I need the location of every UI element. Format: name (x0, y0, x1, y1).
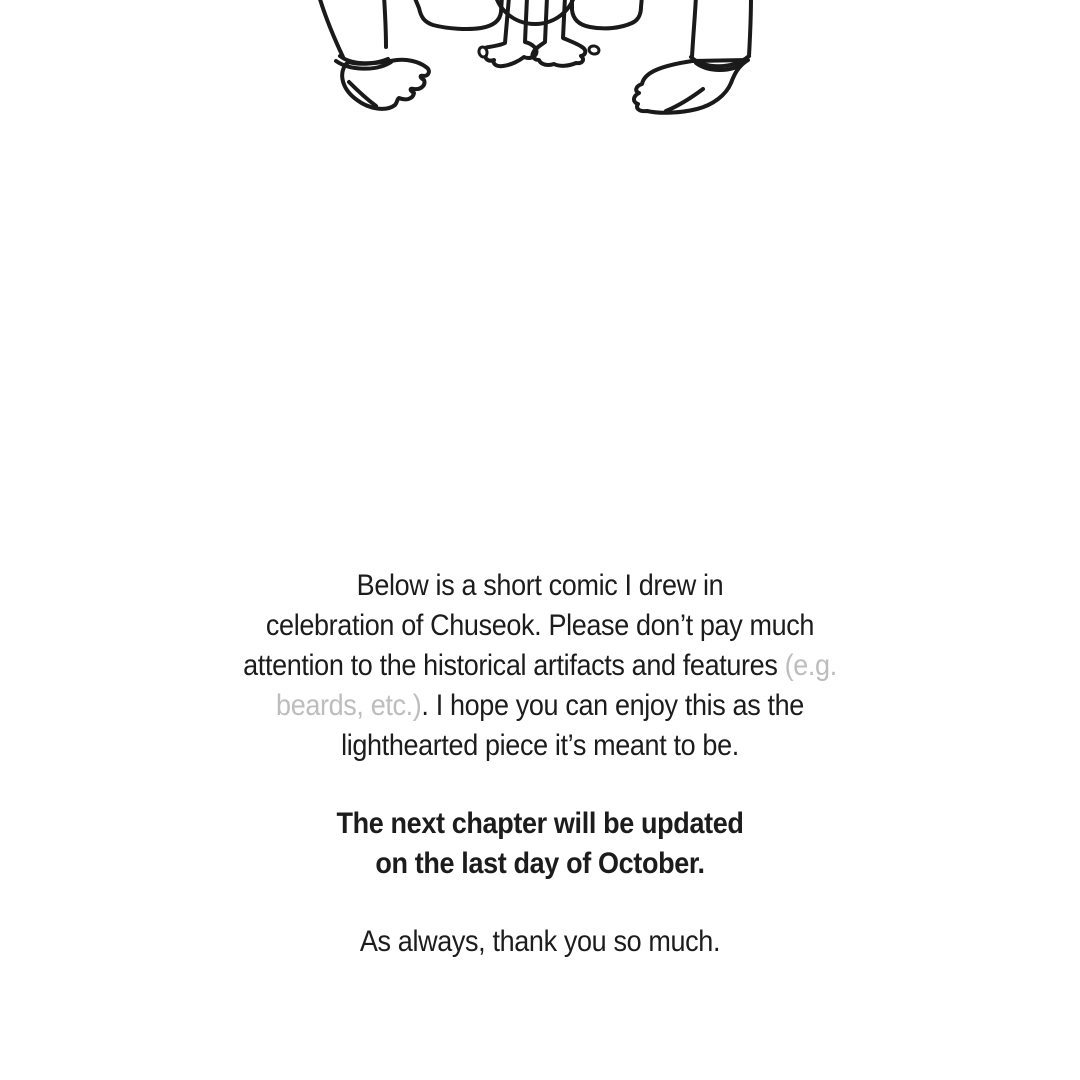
left-sleeve-inner-outline (384, 0, 386, 47)
thanks-line: As always, thank you so much. (359, 925, 721, 958)
note-text-muted: (e.g. (784, 649, 837, 682)
note-text: attention to the historical artifacts and features (243, 649, 785, 682)
announcement-line: on the last day of October. (375, 847, 705, 880)
author-note (0, 566, 1080, 962)
note-text: celebration of Chuseok. Please don’t pay much (265, 609, 815, 642)
announcement-line: The next chapter will be updated (336, 807, 744, 840)
small-figure-left-shoulder (414, 0, 502, 29)
left-sleeve-outline (319, 0, 343, 57)
small-figure-right-shoulder (572, 0, 642, 28)
left-cuff (340, 56, 388, 63)
note-line (54, 686, 1026, 726)
sweat-drop-left (478, 46, 488, 58)
right-sleeve-outline (749, 0, 751, 56)
note-text: lighthearted piece it’s meant to be. (341, 729, 739, 762)
right-sleeve-inner-outline (692, 0, 696, 57)
note-text: . I hope you can enjoy this as the (421, 689, 804, 722)
chuseok-note-paragraph (54, 566, 1026, 766)
note-line (54, 726, 1026, 766)
bowing-illustration (0, 0, 1080, 135)
sweat-drop-right (588, 45, 599, 55)
thanks-paragraph (54, 922, 1026, 962)
note-text: Below is a short comic I drew in (356, 569, 724, 602)
update-announcement-paragraph (54, 804, 1026, 884)
note-text-muted: beards, etc.) (276, 689, 422, 722)
note-line (54, 646, 1026, 686)
note-line (54, 566, 1026, 606)
note-line (54, 606, 1026, 646)
